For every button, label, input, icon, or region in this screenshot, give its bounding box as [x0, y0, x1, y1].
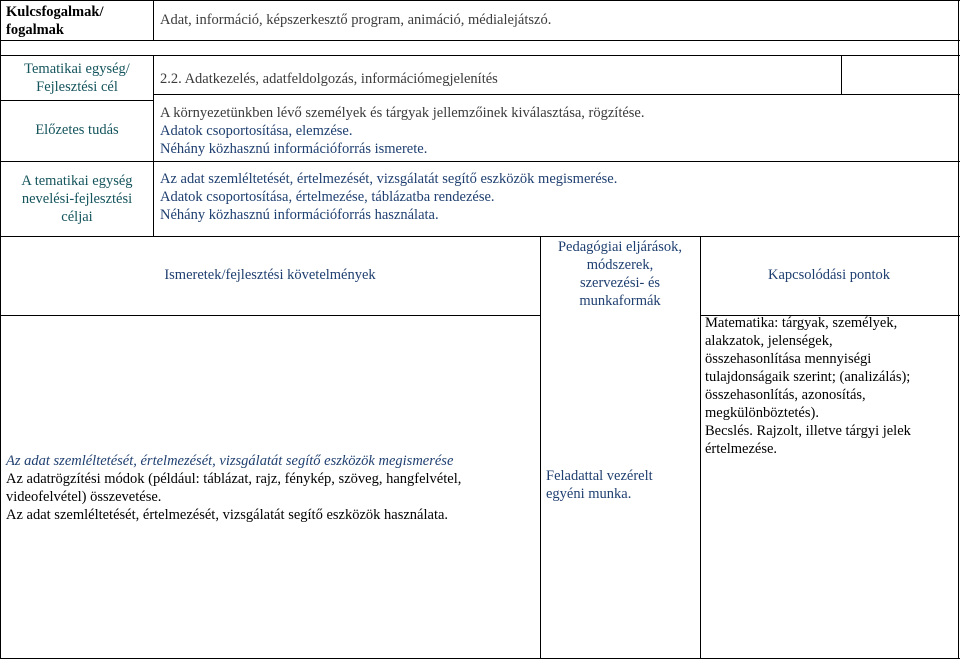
kapcsolodasi-line: összehasonlítás, azonosítás, — [705, 387, 866, 403]
ismeretek-content — [6, 452, 536, 524]
kapcsolodasi-line: alakzatok, jelenségek, — [705, 333, 833, 349]
elozetes-tudas-line: Néhány közhasznú információforrás ismerete. — [160, 141, 428, 157]
kapcsolodasi-line: Becslés. Rajzolt, illetve tárgyi jelek — [705, 423, 911, 439]
label-line: Fejlesztési cél — [36, 79, 118, 95]
row-divider — [0, 315, 540, 316]
celjai-line: Adatok csoportosítása, értelmezése, táblázatba rendezése. — [160, 189, 495, 205]
row-divider — [0, 40, 960, 41]
ismeretek-header-text: Ismeretek/fejlesztési követelmények — [164, 267, 376, 283]
label-line: A tematikai egység — [21, 173, 133, 189]
row-divider — [0, 236, 960, 237]
ismeretek-header — [0, 266, 540, 284]
elozetes-tudas-label — [2, 121, 152, 139]
ismeretek-line: Az adatrögzítési módok (például: táblázat, rajz, fénykép, szöveg, hangfelvétel, — [6, 471, 462, 487]
label-line: fogalmak — [6, 22, 64, 38]
kapcsolodasi-line: összehasonlítása mennyiségi — [705, 351, 872, 367]
kapcsolodasi-header-text: Kapcsolódási pontok — [767, 267, 891, 283]
ismeretek-line: Az adat szemléltetését, értelmezését, vizsgálatát segítő eszközök használata. — [6, 507, 449, 523]
kulcsfogalmak-text: Adat, információ, képszerkesztő program, animáció, médialejátszó. — [160, 12, 552, 28]
table-border-left — [0, 0, 1, 659]
label-column-divider — [153, 0, 154, 40]
kulcsfogalmak-value — [160, 11, 950, 29]
ismeretek-italic-heading: Az adat szemléltetését, értelmezését, vizsgálatát segítő eszközök megismerése — [6, 453, 454, 469]
kapcsolodasi-content — [705, 314, 957, 458]
pedagogiai-header-line: szervezési- és — [579, 275, 661, 291]
elozetes-tudas-value — [160, 104, 950, 158]
ismeretek-line: videofelvétel) összevetése. — [6, 489, 162, 505]
row-divider — [153, 94, 960, 95]
kapcsolodasi-header — [700, 266, 958, 284]
kapcsolodasi-line: értelmezése. — [705, 441, 778, 457]
label-line: céljai — [61, 209, 93, 225]
row-divider — [0, 161, 960, 162]
tematikai-egyseg-value — [160, 70, 840, 88]
tematikai-egyseg-label — [2, 60, 152, 96]
pedagogiai-header-line: Pedagógiai eljárások, — [557, 239, 682, 255]
pedagogiai-content — [546, 467, 696, 503]
column-divider — [841, 55, 842, 95]
table-border-top — [0, 0, 960, 1]
celjai-value — [160, 170, 950, 224]
table-border-right — [958, 0, 959, 659]
label-column-divider — [153, 55, 154, 237]
label-line: Kulcsfogalmak/ — [6, 4, 104, 20]
row-divider — [0, 100, 153, 101]
celjai-label — [2, 172, 152, 226]
row-divider — [0, 55, 960, 56]
label-line: nevelési-fejlesztési — [21, 191, 133, 207]
kapcsolodasi-line: tulajdonságaik szerint; (analizálás); — [705, 369, 911, 385]
kapcsolodasi-line: Matematika: tárgyak, személyek, — [705, 315, 898, 331]
kapcsolodasi-line: megkülönböztetés). — [705, 405, 819, 421]
label-line: Tematikai egység/ — [24, 61, 130, 77]
pedagogiai-header-line: módszerek, — [586, 257, 654, 273]
pedagogiai-line: egyéni munka. — [546, 486, 632, 502]
pedagogiai-header-line: munkaformák — [579, 293, 661, 309]
celjai-line: Néhány közhasznú információforrás használata. — [160, 207, 439, 223]
column-divider — [700, 236, 701, 659]
pedagogiai-line: Feladattal vezérelt — [546, 468, 653, 484]
elozetes-tudas-label-text: Előzetes tudás — [35, 122, 119, 138]
celjai-line: Az adat szemléltetését, értelmezését, vizsgálatát segítő eszközök megismerése. — [160, 171, 618, 187]
elozetes-tudas-line: Adatok csoportosítása, elemzése. — [160, 123, 353, 139]
pedagogiai-header — [540, 238, 700, 310]
tematikai-egyseg-text: 2.2. Adatkezelés, adatfeldolgozás, információmegjelenítés — [160, 71, 498, 87]
elozetes-tudas-line: A környezetünkben lévő személyek és tárgyak jellemzőinek kiválasztása, rögzítése. — [160, 105, 645, 121]
kulcsfogalmak-label — [6, 3, 151, 39]
